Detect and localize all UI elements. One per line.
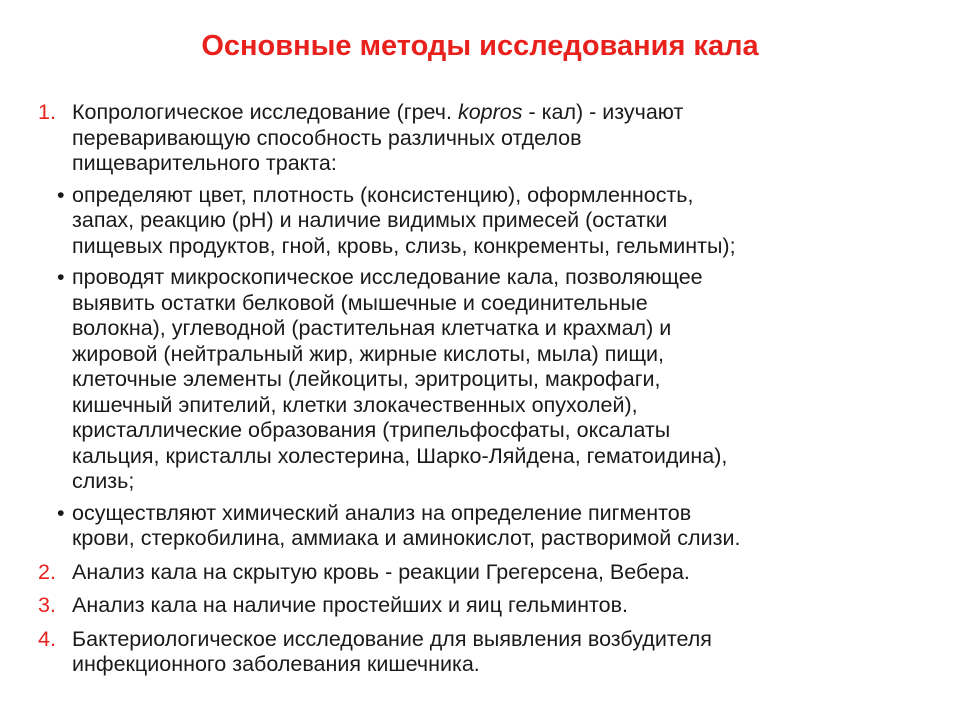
bullet-line: крови, стеркобилина, аммиака и аминокислот, растворимой слизи. bbox=[72, 526, 741, 550]
list-item-3 bbox=[38, 593, 938, 619]
item-line: инфекционного заболевания кишечника. bbox=[72, 652, 480, 676]
bullet-item-3 bbox=[38, 501, 938, 552]
item-text: - кал) - изучают bbox=[522, 100, 684, 124]
content-list bbox=[38, 100, 938, 678]
bullet-line: жировой (нейтральный жир, жирные кислоты, мыла) пищи, bbox=[72, 341, 665, 366]
bullet-line: кальция, кристаллы холестерина, Шарко-Ляйдена, гематоидина), bbox=[72, 443, 728, 468]
bullet-dot: • bbox=[57, 265, 65, 289]
item-line: Бактериологическое исследование для выявления возбудителя bbox=[72, 626, 712, 651]
bullet-dot: • bbox=[57, 182, 65, 207]
item-line: пищеварительного тракта: bbox=[72, 151, 337, 175]
bullet-line: пищевых продуктов, гной, кровь, слизь, конкременты, гельминты); bbox=[72, 233, 736, 258]
item-line: переваривающую способность различных отделов bbox=[72, 125, 582, 150]
bullet-line: осуществляют химический анализ на определение пигментов bbox=[72, 500, 692, 525]
item-line bbox=[72, 100, 938, 126]
item-number: 2. bbox=[38, 559, 56, 584]
bullet-line: запах, реакцию (pH) и наличие видимых примесей (остатки bbox=[72, 208, 668, 232]
bullet-line: определяют цвет, плотность (консистенцию), оформленность, bbox=[72, 182, 694, 207]
item-line: Анализ кала на наличие простейших и яиц гельминтов. bbox=[72, 593, 628, 617]
item-line: Анализ кала на скрытую кровь - реакции Грегерсена, Вебера. bbox=[72, 559, 690, 584]
bullet-line: проводят микроскопическое исследование кала, позволяющее bbox=[72, 265, 703, 289]
bullet-line: выявить остатки белковой (мышечные и соединительные bbox=[72, 290, 648, 315]
item-number: 1. bbox=[38, 100, 56, 124]
bullet-item-2 bbox=[38, 265, 938, 495]
bullet-line: клеточные элементы (лейкоциты, эритроциты, макрофаги, bbox=[72, 367, 661, 391]
list-item-4 bbox=[38, 627, 938, 678]
bullet-line: кишечный эпителий, клетки злокачественных опухолей), bbox=[72, 392, 638, 417]
list-item-1 bbox=[38, 100, 938, 177]
slide-title: Основные методы исследования кала bbox=[201, 30, 759, 62]
bullet-dot: • bbox=[57, 500, 65, 525]
bullet-item-1 bbox=[38, 183, 938, 260]
item-text: Копрологическое исследование (греч. bbox=[72, 100, 458, 124]
item-italic-term: kopros bbox=[457, 100, 523, 124]
item-number: 3. bbox=[38, 593, 56, 617]
item-number: 4. bbox=[38, 626, 56, 651]
bullet-line: слизь; bbox=[72, 469, 135, 493]
bullet-line: кристаллические образования (трипельфосфаты, оксалаты bbox=[72, 418, 671, 442]
bullet-line: волокна), углеводной (растительная клетчатка и крахмал) и bbox=[72, 316, 672, 340]
list-item-2 bbox=[38, 560, 938, 586]
